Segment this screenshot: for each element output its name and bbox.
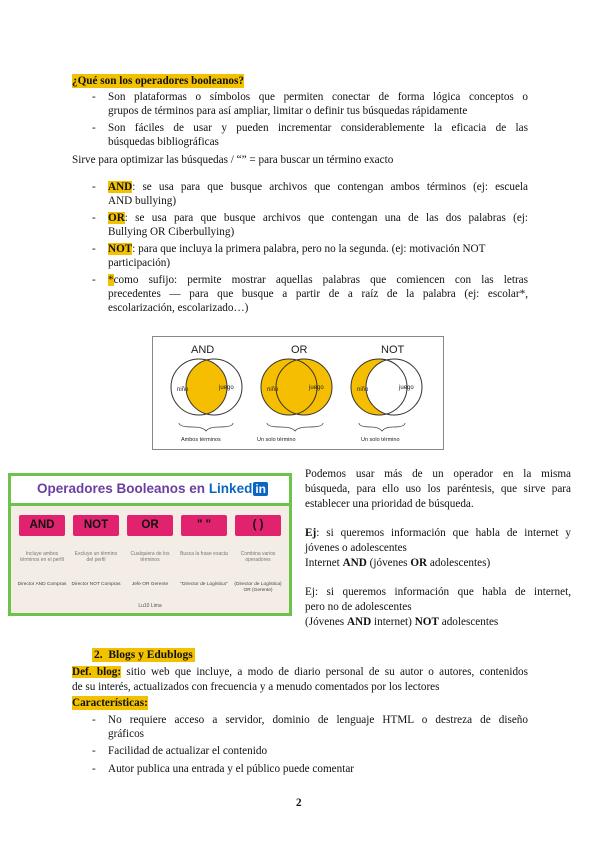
feature-3: Autor publica una entrada y el público puede comentar [108,763,355,775]
linkedin-op-example: (Director de Logística) OR (Gerente) [234,582,282,593]
operator-or-line1: OR: se usa para que busque archivos que contengan una de las dos palabras (ej: [108,212,528,224]
feature-1-line2: gráficos [108,728,145,740]
page-heading: ¿Qué son los operadores booleanos? [72,75,244,87]
linkedin-logo-icon: in [255,482,266,496]
feature-1-line1: No requiere acceso a servidor, dominio de lenguaje HTML o destreza de diseño [108,714,528,726]
linkedin-op-not: NOT [73,515,119,536]
features-label: Características: [72,697,148,709]
operator-wildcard-term: * [108,274,114,286]
operator-wildcard-line3: escolarización, escolarizado…) [108,302,249,314]
venn-or-right-label: juego [309,385,324,391]
def-item-2-line2: búsquedas bibliográficas [108,136,219,148]
linkedin-op-example: Director NOT Compras [71,582,121,587]
side-ej2-line1: Ej: si queremos información que habla de internet, [305,586,571,598]
side-ej1-line1: Ej: si queremos información que habla de internet y [305,527,571,539]
dash-marker: - [92,122,96,134]
venn-and-right-label: juego [219,385,234,391]
sirve-line: Sirve para optimizar las búsquedas / “” = para buscar un término exacto [72,154,394,166]
linkedin-op-desc: Excluye un término del perfil [74,551,118,563]
operator-and-line2: AND bullying) [108,195,177,207]
venn-not-caption: Un solo término [361,437,400,443]
feature-2: Facilidad de actualizar el contenido [108,745,268,757]
dash-marker: - [92,212,96,224]
side-ej1-query: Internet AND (jóvenes OR adolescentes) [305,557,491,569]
linkedin-brand: Linked [208,481,253,496]
def-item-1-line2: grupos de términos para así ampliar, limitar o definir tus búsquedas rápidamente [108,105,468,117]
operator-not-term: NOT [108,243,133,255]
venn-not-right-label: juego [399,385,414,391]
venn-and-left-label: niño [177,387,189,393]
venn-or-title: OR [291,344,308,356]
linkedin-card-header [11,476,289,506]
section-2-heading: 2. Blogs y Edublogs [94,649,193,661]
operator-not-line1: NOT: para que incluya la primera palabra, pero no la segunda. (ej: motivación NOT [108,243,486,255]
linkedin-op-example: "Director de Logística" [180,582,228,587]
side-ej2-line2: pero no de adolescentes [305,601,412,613]
venn-diagram [152,336,444,450]
def-item-1-line1: Son plataformas o símbolos que permiten conectar de forma lógica conceptos o [108,91,528,103]
side-ej2-query: (Jóvenes AND internet) NOT adolescentes [305,616,499,628]
venn-and-caption: Ambos términos [181,437,221,443]
linkedin-op-and: AND [19,515,65,536]
venn-not-title: NOT [381,344,405,356]
linkedin-op-example: Director AND Compras [17,582,67,587]
venn-or-caption: Un solo término [257,437,296,443]
blog-def-line1: Def. blog: sitio web que incluye, a modo de diario personal de su autor o autores, contenidos [72,666,529,678]
dash-marker: - [92,243,96,255]
page-number: 2 [296,797,302,809]
dash-marker: - [92,763,96,775]
operator-and-term: AND [108,181,133,193]
venn-not-left-label: niño [357,387,369,393]
venn-and-brace [179,423,233,431]
blog-def-line2: de su interés, actualizados con frecuencia y a menudo comentados por los lectores [72,681,440,693]
linkedin-op-desc: Busca la frase exacta [180,551,228,557]
dash-marker: - [92,745,96,757]
linkedin-op-example: Jefe OR Gerente [131,582,169,587]
dash-marker: - [92,274,96,286]
blog-def-label: Def. blog: [72,666,122,678]
linkedin-op-desc: Cualquiera de los términos [130,551,170,563]
venn-or-left-label: niño [267,387,279,393]
side-p1-line1: Podemos usar más de un operador en la misma [305,468,571,480]
linkedin-card-footer: Lu10 Lima [138,603,162,609]
venn-or-brace [267,423,323,431]
linkedin-op-desc: Combina varios operadores [240,551,276,563]
linkedin-op-desc: Incluye ambos términos en el perfil [20,551,64,563]
linkedin-operators-card [8,473,292,616]
linkedin-op-parens: ( ) [235,515,281,536]
side-p1-line2: búsqueda, para ello uso los paréntesis, que sirve para [305,483,571,495]
operator-and-line1: AND: se usa para que busque archivos que contengan ambos términos (ej: escuela [108,181,528,193]
linkedin-card-title: Operadores Booleanos en Linked in [37,481,266,496]
operator-or-term: OR [108,212,125,224]
dash-marker: - [92,181,96,193]
venn-not-brace [359,423,405,431]
linkedin-op-quotes: " " [181,515,227,536]
ej1-label: Ej [305,527,317,539]
dash-marker: - [92,91,96,103]
venn-and-title: AND [191,344,215,356]
dash-marker: - [92,714,96,726]
operator-wildcard-line2: precedentes — para que busque a partir de a raíz de la palabra (ej: escolar*, [108,288,528,300]
def-item-2-line1: Son fáciles de usar y pueden incrementar considerablemente la eficacia de las [108,122,528,134]
side-p1-line3: establecer una prioridad de búsqueda. [305,498,474,510]
operator-not-line2: participación) [108,257,171,269]
linkedin-card-body [11,506,289,613]
operator-or-line2: Bullying OR Ciberbullying) [108,226,235,238]
linkedin-op-or: OR [127,515,173,536]
side-ej1-line2: jóvenes o adolescentes [305,542,407,554]
venn-svg [153,337,443,449]
operator-wildcard-line1: *como sufijo: permite mostrar aquellas palabras que comiencen con las letras [108,274,528,286]
